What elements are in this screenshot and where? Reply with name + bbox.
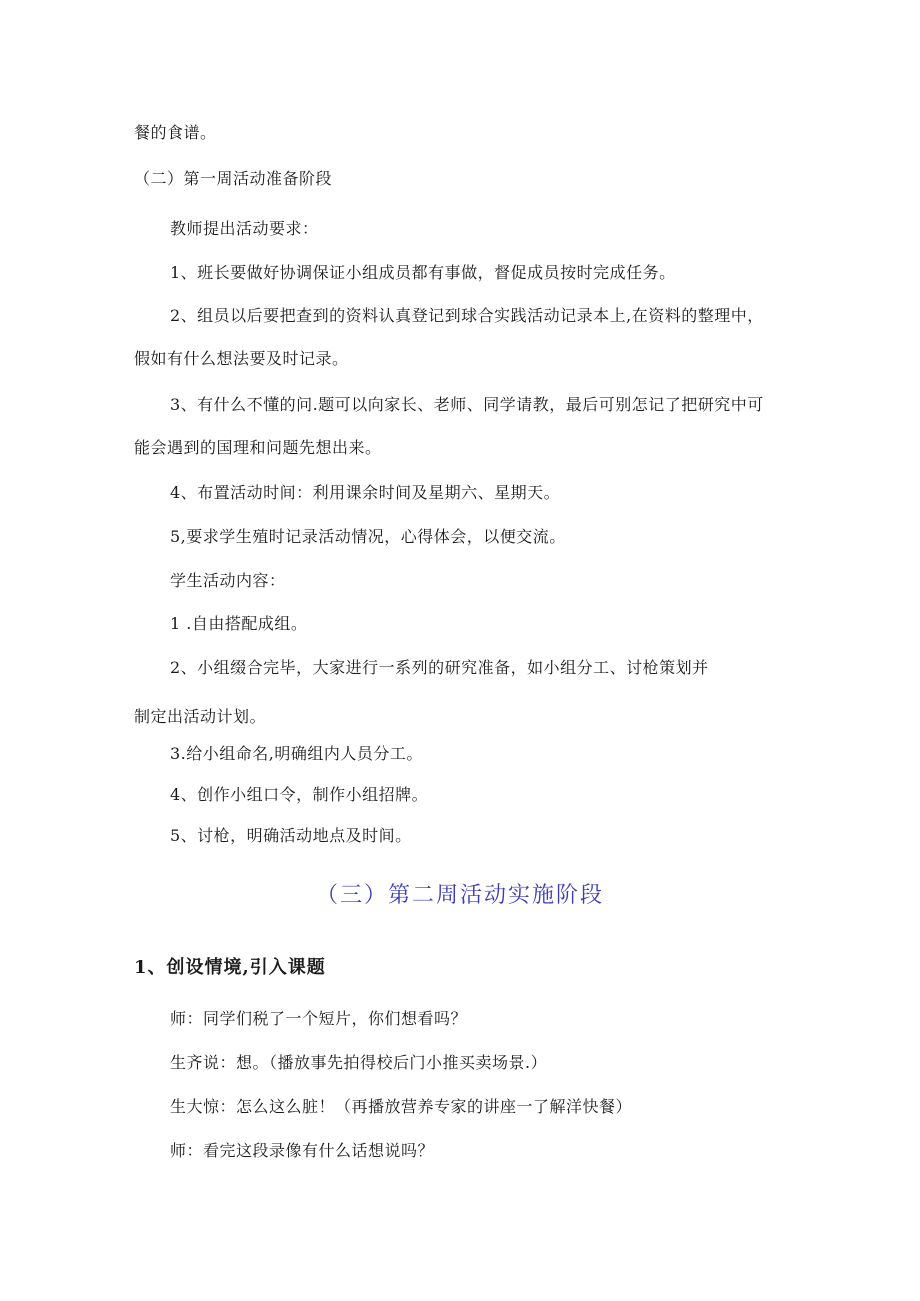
text-line: 假如有什么想法要及时记录。 — [134, 349, 349, 368]
text-line: 教师提出活动要求： — [170, 219, 319, 238]
text-line: 2、小组缀合完毕，大家进行一系列的研究准备，如小组分工、讨枪策划并 — [170, 658, 709, 677]
section-heading: （三）第二周活动实施阶段 — [315, 883, 604, 908]
dialogue-line: 师：看完这段录像有什么话想说吗？ — [170, 1141, 435, 1160]
text-line: 4、布置活动时间：利用课余时间及星期六、星期天。 — [170, 483, 561, 502]
text-line: 3、有什么不懂的问.题可以向家长、老师、同学请教，最后可别怎记了把研究中可 — [170, 395, 764, 414]
text-line: 3.给小组命名,明确组内人员分工。 — [170, 744, 423, 763]
text-line: 5、讨枪，明确活动地点及时间。 — [170, 826, 412, 845]
dialogue-line: 师：同学们税了一个短片，你们想看吗？ — [170, 1009, 468, 1028]
text-line: 制定出活动计划。 — [134, 707, 267, 726]
text-line: 1 .自由搭配成组。 — [170, 614, 308, 633]
dialogue-line: 生齐说：想。（播放事先拍得校后门小推买卖场景.） — [170, 1053, 548, 1072]
subheading: 1、创设情境,引入课题 — [134, 957, 326, 978]
text-line: 1、班长要做好协调保证小组成员都有事做，督促成员按时完成任务。 — [170, 263, 676, 282]
dialogue-line: 生大惊：怎么这么脏！（再播放营养专家的讲座一了解洋快餐） — [170, 1097, 633, 1116]
text-line: 4、创作小组口令，制作小组招牌。 — [170, 785, 429, 804]
text-line: 5,要求学生殖时记录活动情况，心得体会，以便交流。 — [170, 527, 566, 546]
text-line: 学生活动内容： — [170, 571, 286, 590]
text-line: 2、组员以后要把查到的资料认真登记到球合实践活动记录本上,在资料的整理中， — [170, 306, 764, 325]
text-line: 餐的食谱。 — [134, 123, 217, 142]
section-title-2: （二）第一周活动准备阶段 — [134, 169, 333, 188]
text-line: 能会遇到的国理和问题先想出来。 — [134, 438, 382, 457]
